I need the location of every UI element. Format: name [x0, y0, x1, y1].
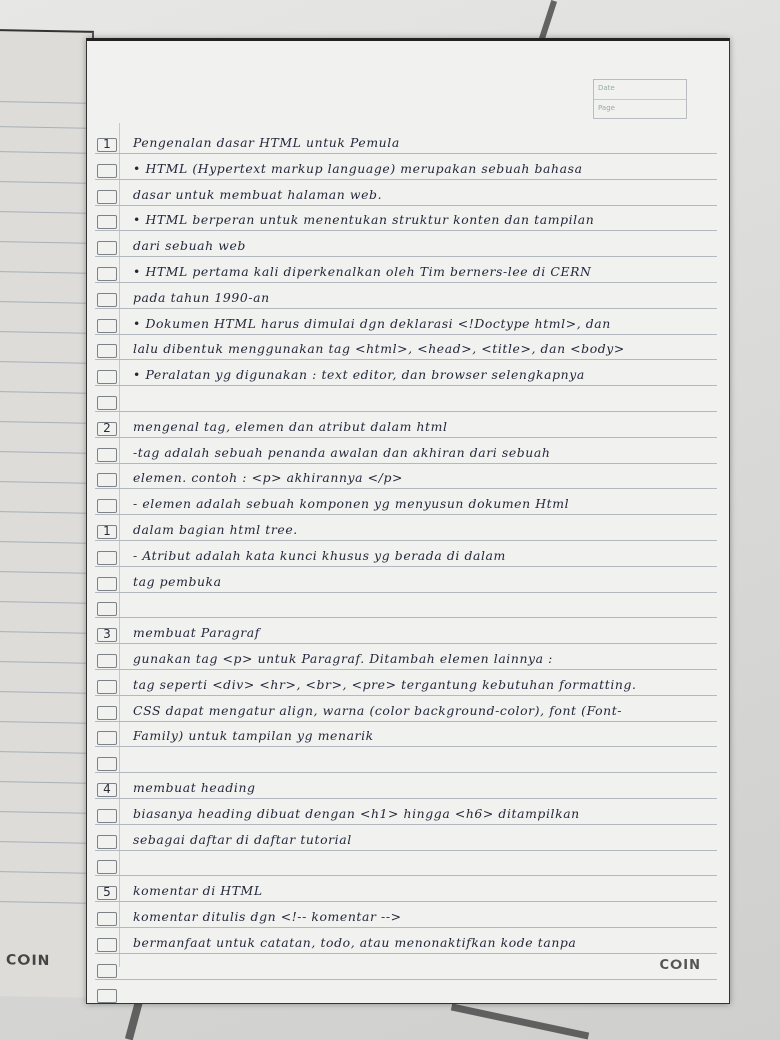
- note-line: • Dokumen HTML harus dimulai dgn deklarasi <!Doctype html>, dan: [133, 315, 611, 331]
- ruled-line: [95, 901, 717, 902]
- row-checkbox: [97, 706, 117, 720]
- ruled-line: [95, 205, 717, 206]
- section-heading: membuat heading: [133, 780, 256, 795]
- ruled-line: [95, 798, 717, 799]
- date-label: Date: [594, 80, 686, 100]
- ruled-line: [95, 824, 717, 825]
- row-checkbox: [97, 267, 117, 281]
- floor-tile-seam: [451, 1004, 589, 1040]
- floor-tile-seam: [125, 1000, 143, 1040]
- ruled-line: [95, 308, 717, 309]
- ruled-line: [95, 411, 717, 412]
- ruled-line: [95, 359, 717, 360]
- ruled-line: [95, 153, 717, 154]
- ruled-line: [95, 617, 717, 618]
- row-checkbox: [97, 319, 117, 333]
- row-checkbox: [97, 577, 117, 591]
- note-line: elemen. contoh : <p> akhirannya </p>: [133, 470, 403, 486]
- ruled-line: [95, 669, 717, 670]
- section-number: 3: [103, 627, 111, 642]
- ruled-line: [95, 927, 717, 928]
- ruled-line: [95, 540, 717, 541]
- section-heading: mengenal tag, elemen dan atribut dalam html: [133, 418, 448, 434]
- page-brand-logo: CⵔIN: [659, 958, 701, 973]
- ruled-line: [95, 746, 717, 747]
- row-checkbox: [97, 654, 117, 668]
- previous-page-edge: [0, 29, 94, 998]
- ruled-line: [95, 953, 717, 954]
- row-checkbox: [97, 860, 117, 874]
- note-line: • HTML (Hypertext markup language) merupakan sebuah bahasa: [133, 160, 583, 176]
- note-line: dasar untuk membuat halaman web.: [133, 186, 383, 202]
- ruled-line: [95, 772, 717, 773]
- left-page-brand-logo: CⵔIN: [6, 952, 51, 970]
- ruled-line: [95, 721, 717, 722]
- note-line: gunakan tag <p> untuk Paragraf. Ditambah elemen lainnya :: [133, 651, 553, 666]
- row-checkbox: [97, 989, 117, 1003]
- section-number: 2: [103, 420, 111, 435]
- margin-mark: 1: [103, 524, 111, 538]
- ruled-line: [95, 282, 717, 283]
- row-checkbox: [97, 912, 117, 926]
- note-line: lalu dibentuk menggunakan tag <html>, <head>, <title>, dan <body>: [133, 341, 625, 357]
- note-line: komentar ditulis dgn <!-- komentar -->: [133, 909, 402, 924]
- section-number: 5: [103, 885, 111, 900]
- row-checkbox: [97, 473, 117, 487]
- row-checkbox: [97, 370, 117, 384]
- ruled-line: [95, 514, 717, 515]
- note-line: • HTML pertama kali diperkenalkan oleh Tim berners-lee di CERN: [133, 264, 592, 279]
- note-line: dalam bagian html tree.: [133, 522, 298, 537]
- row-checkbox: [97, 344, 117, 358]
- note-line: dari sebuah web: [133, 238, 246, 254]
- section-heading: komentar di HTML: [133, 883, 263, 899]
- row-checkbox: [97, 809, 117, 823]
- note-line: Family) untuk tampilan yg menarik: [133, 728, 374, 744]
- note-line: - Atribut adalah kata kunci khusus yg berada di dalam: [133, 547, 506, 563]
- note-line: bermanfaat untuk catatan, todo, atau menonaktifkan kode tanpa: [133, 934, 577, 950]
- page-label: Page: [598, 104, 615, 112]
- notebook-page: [86, 38, 730, 1004]
- row-checkbox: [97, 448, 117, 462]
- floor-tile-seam: [539, 0, 557, 40]
- section-heading: Pengenalan dasar HTML untuk Pemula: [133, 135, 400, 150]
- note-line: - elemen adalah sebuah komponen yg menyusun dokumen Html: [133, 496, 570, 512]
- note-line: tag seperti <div> <hr>, <br>, <pre> tergantung kebutuhan formatting.: [133, 676, 637, 692]
- section-heading: membuat Paragraf: [133, 625, 260, 641]
- row-checkbox: [97, 396, 117, 410]
- row-checkbox: [97, 190, 117, 204]
- ruled-line: [95, 875, 717, 876]
- row-checkbox: [97, 964, 117, 978]
- ruled-line: [95, 643, 717, 644]
- margin-line: [119, 123, 120, 967]
- note-line: tag pembuka: [133, 573, 222, 589]
- note-line: • Peralatan yg digunakan : text editor, dan browser selengkapnya: [133, 367, 585, 383]
- note-line: sebagai daftar di daftar tutorial: [133, 831, 352, 847]
- ruled-line: [95, 256, 717, 257]
- row-checkbox: [97, 164, 117, 178]
- row-checkbox: [97, 215, 117, 229]
- note-line: • HTML berperan untuk menentukan struktur konten dan tampilan: [133, 212, 595, 228]
- ruled-line: [95, 463, 717, 464]
- ruled-line: [95, 230, 717, 231]
- row-checkbox: [97, 731, 117, 745]
- ruled-line: [95, 566, 717, 567]
- ruled-line: [95, 179, 717, 180]
- note-line: CSS dapat mengatur align, warna (color background-color), font (Font-: [133, 702, 623, 718]
- section-number: 1: [103, 137, 111, 151]
- ruled-line: [95, 385, 717, 386]
- row-checkbox: [97, 835, 117, 849]
- row-checkbox: [97, 551, 117, 565]
- row-checkbox: [97, 757, 117, 771]
- ruled-line: [95, 850, 717, 851]
- note-line: biasanya heading dibuat dengan <h1> hingga <h6> ditampilkan: [133, 805, 580, 821]
- row-checkbox: [97, 602, 117, 616]
- ruled-line: [95, 437, 717, 438]
- ruled-line: [95, 979, 717, 980]
- section-number: 4: [103, 782, 111, 796]
- row-checkbox: [97, 293, 117, 307]
- ruled-line: [95, 695, 717, 696]
- row-checkbox: [97, 499, 117, 513]
- date-page-box: [593, 79, 687, 119]
- row-checkbox: [97, 241, 117, 255]
- row-checkbox: [97, 680, 117, 694]
- row-checkbox: [97, 938, 117, 952]
- ruled-line: [95, 488, 717, 489]
- note-line: -tag adalah sebuah penanda awalan dan akhiran dari sebuah: [133, 444, 551, 460]
- note-line: pada tahun 1990-an: [133, 289, 270, 305]
- ruled-line: [95, 334, 717, 335]
- ruled-line: [95, 592, 717, 593]
